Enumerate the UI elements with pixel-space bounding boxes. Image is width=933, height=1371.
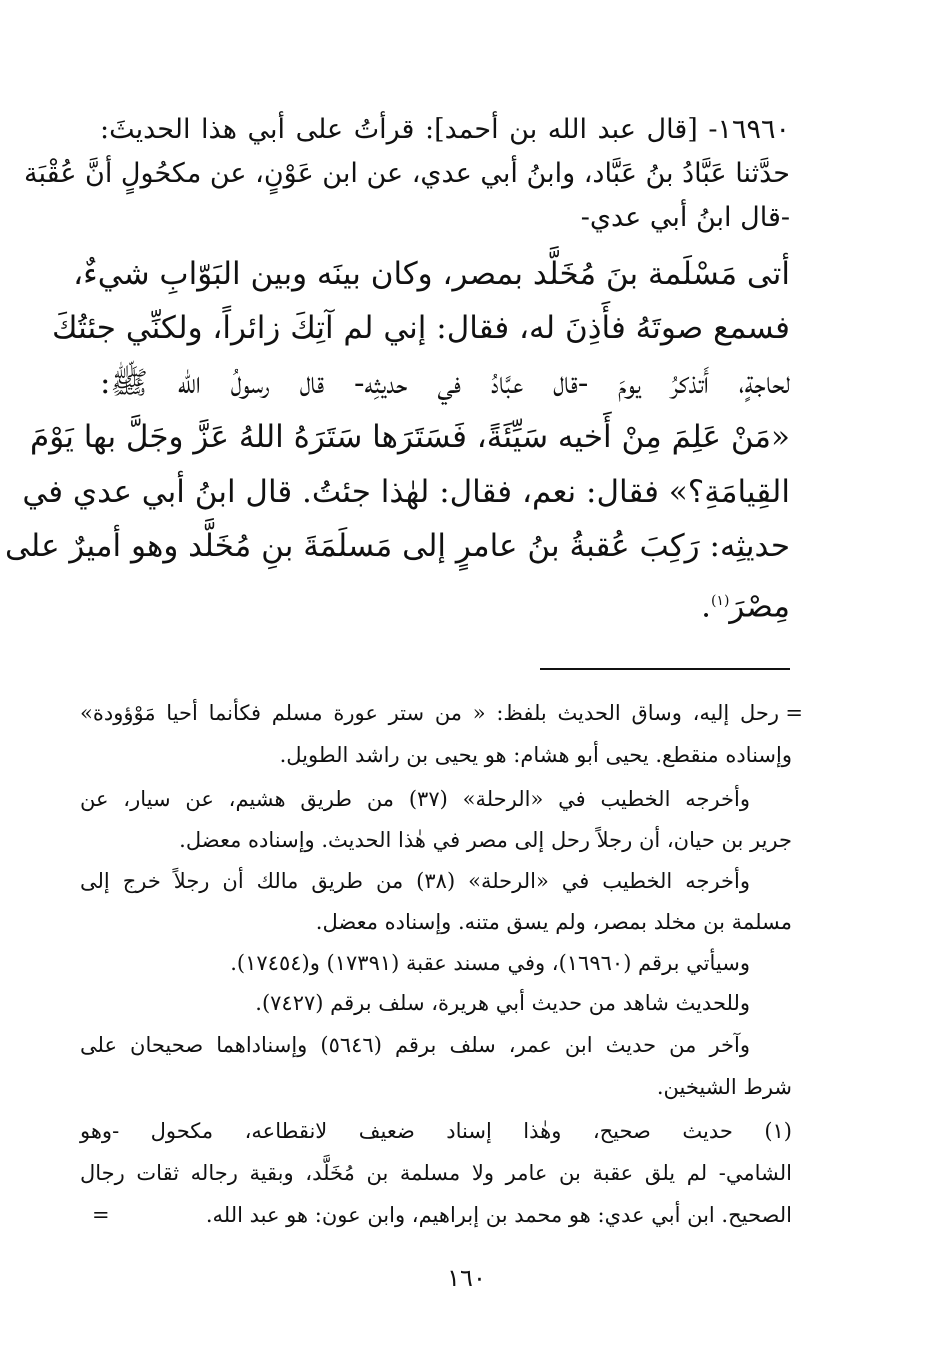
footnote-line: رحل إليه، وساق الحديث بلفظ: « من ستر عورة مسلم فكأنما أحيا مَوْؤودة» xyxy=(80,701,779,725)
hadith-body-line: أتى مَسْلَمة بنَ مُخَلَّد بمصر، وكان بينَه وبين البَوّابِ شيءٌ، xyxy=(73,256,790,292)
hadith-head-line: -قال ابنُ أبي عدي- xyxy=(580,202,790,233)
footnote-line: وآخر من حديث ابن عمر، سلف برقم (٥٦٤٦) وإسناداهما صحيحان على xyxy=(80,1033,750,1057)
hadith-head-line: حدَّثنا عَبَّادُ بنُ عَبَّاد، وابنُ أبي عدي، عن ابن عَوْنٍ، عن مكحُولٍ أنَّ عُقْبَة xyxy=(24,158,790,189)
footnote-line: جرير بن حيان، أن رجلاً رحل إلى مصر في هٰذا الحديث. وإسناده معضل. xyxy=(179,828,792,852)
footnote-line: وإسناده منقطع. يحيى أبو هشام: هو يحيى بن راشد الطويل. xyxy=(279,743,792,767)
hadith-body-line: «مَنْ عَلِمَ مِنْ أَخيه سَيِّئَةً، فَسَتَرَها سَتَرَهُ اللهُ عَزَّ وجَلَّ بها يَوْمَ xyxy=(30,419,790,455)
page-number: ١٦٠ xyxy=(447,1264,486,1292)
footnote-line: وللحديث شاهد من حديث أبي هريرة، سلف برقم (٧٤٢٧). xyxy=(255,991,750,1015)
hadith-body-line: فسمع صوتَهُ فأَذِنَ له، فقال: إني لم آتِكَ زائراً، ولكنِّي جئتُكَ xyxy=(51,310,790,346)
footnote-line: (١) حديث صحيح، وهٰذا إسناد ضعيف لانقطاعه، مكحول -وهو xyxy=(80,1119,792,1143)
hadith-body-line: لحاجةٍ، أَتذكرُ يومَ -قال عبَّادُ في حديثِه- قال رسولُ الله ﷺ: xyxy=(100,365,790,401)
hadith-body-line: القِيامَةِ؟» فقال: نعم، فقال: لهٰذا جئتُ. قال ابنُ أبي عدي في xyxy=(22,474,790,510)
footnote-line: وأخرجه الخطيب في «الرحلة» (٣٧) من طريق هشيم، عن سيار، عن xyxy=(80,787,750,811)
continuation-mark-end: = xyxy=(92,1203,110,1227)
footnote-marker: (١) xyxy=(710,593,730,609)
footnote-line: الشامي- لم يلق عقبة بن عامر ولا مسلمة بن مُخَلَّد، وبقية رجاله ثقات رجال xyxy=(80,1161,792,1185)
footnote-line: الصحيح. ابن أبي عدي: هو محمد بن إبراهيم، وابن عون: هو عبد الله. xyxy=(205,1203,792,1227)
hadith-head-line: ١٦٩٦٠- [قال عبد الله بن أحمد]: قرأتُ على أبي هذا الحديثَ: xyxy=(100,114,790,145)
footnote-line: وأخرجه الخطيب في «الرحلة» (٣٨) من طريق مالك أن رجلاً خرج إلى xyxy=(80,869,751,893)
footnote-line: وسيأتي برقم (١٦٩٦٠)، وفي مسند عقبة (١٧٣٩١) و(١٧٤٥٤). xyxy=(230,951,750,975)
footnote-line: شرط الشيخين. xyxy=(656,1075,792,1099)
footnote-line: مسلمة بن مخلد بمصر، ولم يسق متنه. وإسناده معضل. xyxy=(315,910,792,934)
hadith-body-last-line: مِصْرَ$^{(١)}$. xyxy=(701,588,790,625)
hadith-last-word: مِصْرَ xyxy=(729,588,790,625)
footnote-separator xyxy=(540,668,790,670)
hadith-body-line: حديثِه: رَكِبَ عُقبةُ بنُ عامرٍ إلى مَسلَمَةَ بنِ مُخَلَّد وهو أميرٌ على xyxy=(4,528,790,564)
continuation-mark: = xyxy=(785,701,803,725)
